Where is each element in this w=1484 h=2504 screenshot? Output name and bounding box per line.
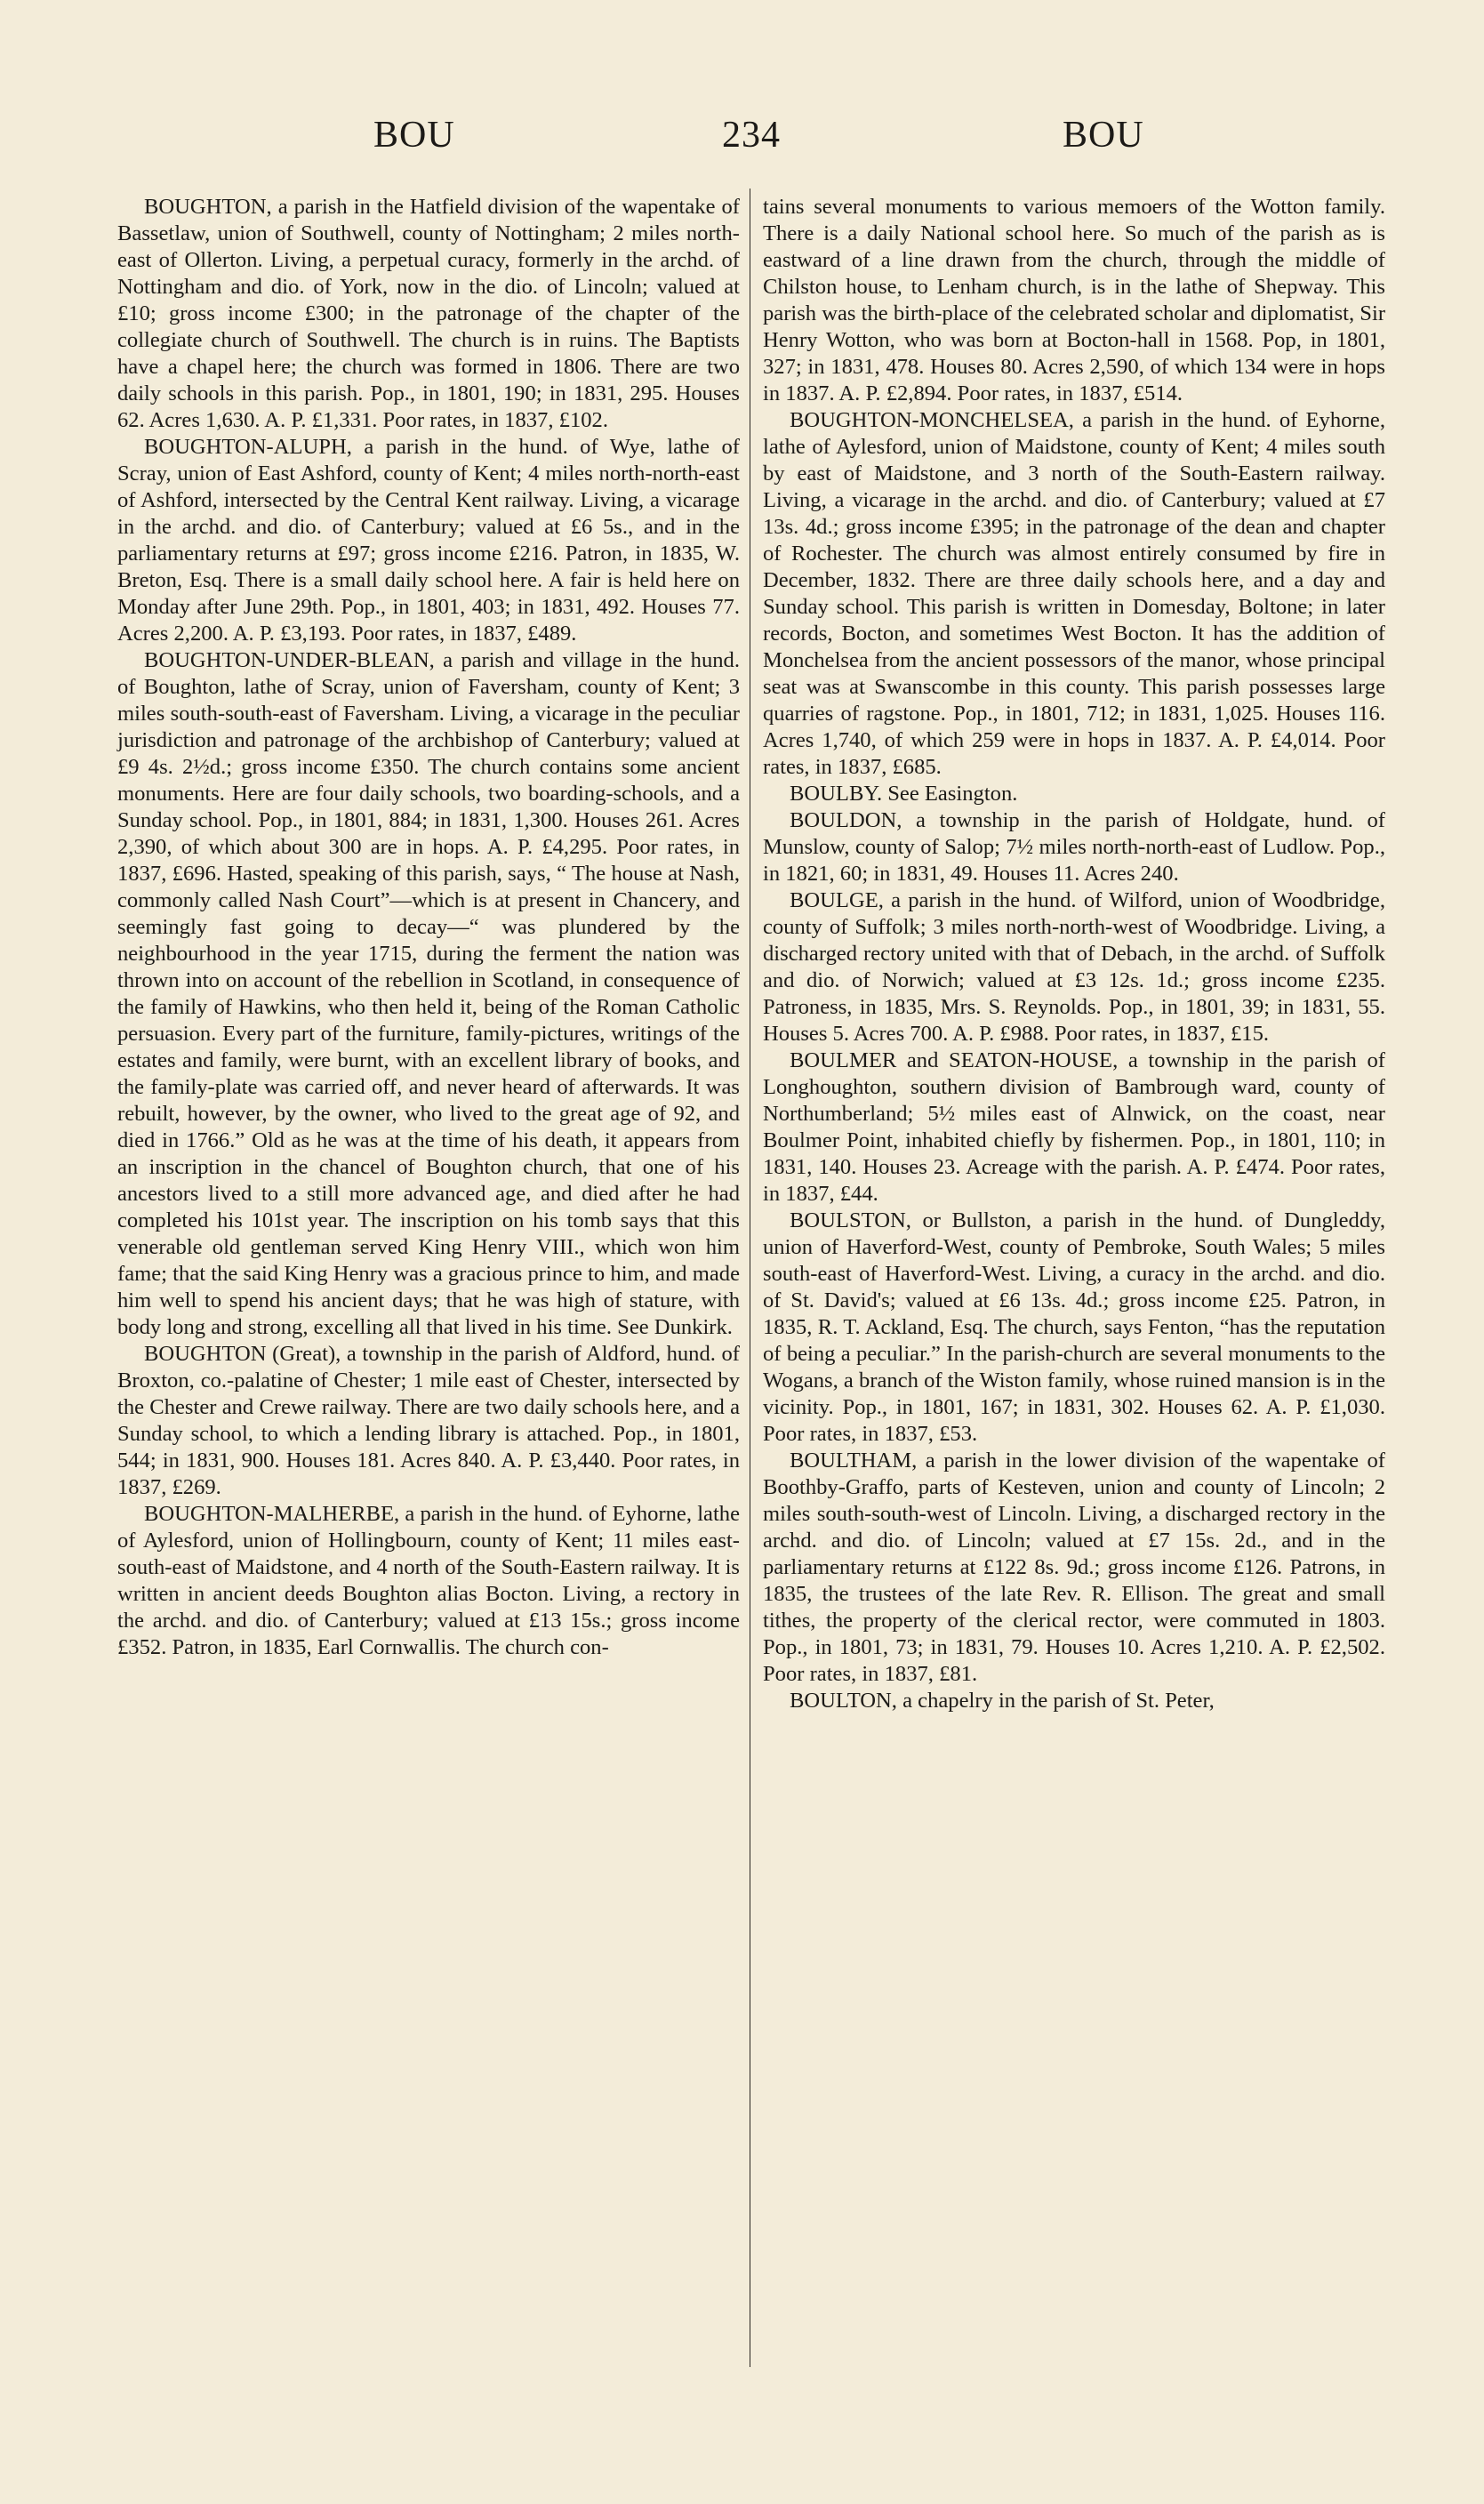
entry-boughton-malherbe-cont: tains several monuments to various memoers of the Wotton family. There is a daily National school here. So much of the parish as is eastward of a line drawn from the church, through the middle of Chilston house, to Lenham church, is in the lathe of Shepway. This parish was the birth-place of the celebrated scholar and diplomatist, Sir Henry Wotton, who was born at Bocton-hall in 1568. Pop, in 1801, 327; in 1831, 478. Houses 80. Acres 2,590, of which 134 were in hops in 1837. A. P. £2,894. Poor rates, in 1837, £514. [763,195,1386,405]
entry-boulston: BOULSTON, or Bullston, a parish in the hund. of Dungleddy, union of Haverford-West, county of Pembroke, South Wales; 5 miles south-east of Haverford-West. Living, a curacy in the archd. and dio. of St. David's; valued at £6 13s. 4d.; gross income £25. Patron, in 1835, R. T. Ackland, Esq. The church, says Fenton, “has the reputation of being a peculiar.” In the parish-church are several monuments to the Wogans, a branch of the Wiston family, whose ruined mansion is in the vicinity. Pop., in 1801, 167; in 1831, 302. Houses 62. A. P. £1,030. Poor rates, in 1837, £53. [763,1208,1385,1446]
entry-boughton-monchelsea: BOUGHTON-MONCHELSEA, a parish in the hund. of Eyhorne, lathe of Aylesford, union of Maidstone, county of Kent; 4 miles south by east of Maidstone, and 3 north of the South-Eastern railway. Living, a vicarage in the archd. and dio. of Canterbury; valued at £7 13s. 4d.; gross income £395; in the patronage of the dean and chapter of Rochester. The church was almost entirely consumed by fire in December, 1832. There are three daily schools here, and a day and Sunday school. This parish is written in Domesday, Boltone; in later records, Bocton, and sometimes West Bocton. It has the addition of Monchelsea from the ancient possessors of the manor, whose principal seat was at Swanscombe in this county. This parish possesses large quarries of ragstone. Pop., in 1801, 712; in 1831, 1,025. Houses 116. Acres 1,740, of which 259 were in hops in 1837. A. P. £4,014. Poor rates, in 1837, £685. [763,408,1385,779]
entry-boughton-great: BOUGHTON (Great), a township in the parish of Aldford, hund. of Broxton, co.-palatine of Chester; 1 mile east of Chester, intersected by the Chester and Crewe railway. There are two daily schools here, and a Sunday school, to which a lending library is attached. Pop., in 1801, 544; in 1831, 900. Houses 181. Acres 840. A. P. £3,440. Poor rates, in 1837, £269. [117,1342,740,1499]
entry-boulby: BOULBY. See Easington. [790,782,1018,806]
entry-boultham: BOULTHAM, a parish in the lower division of the wapentake of Boothby-Graffo, parts of Kesteven, union and county of Lincoln; 2 miles south-south-west of Lincoln. Living, a discharged rectory in the archd. and dio. of Lincoln; valued at £7 15s. 2d., and in the parliamentary returns at £122 8s. 9d.; gross income £126. Patrons, in 1835, the trustees of the late Rev. R. Ellison. The great and small tithes, the property of the clerical rector, were commuted in 1803. Pop., in 1801, 73; in 1831, 79. Houses 10. Acres 1,210. A. P. £2,502. Poor rates, in 1837, £81. [763,1449,1385,1686]
entry-boughton: BOUGHTON, a parish in the Hatfield division of the wapentake of Bassetlaw, union of Southwell, county of Nottingham; 2 miles north-east of Ollerton. Living, a perpetual curacy, formerly in the archd. of Nottingham and dio. of York, now in the dio. of Lincoln; valued at £10; gross income £300; in the patronage of the chapter of the collegiate church of Southwell. The church is in ruins. The Baptists have a chapel here; the church was formed in 1806. There are two daily schools in this parish. Pop., in 1801, 190; in 1831, 295. Houses 62. Acres 1,630. A. P. £1,331. Poor rates, in 1837, £102. [117,195,740,432]
left-column [117,194,740,1661]
page-number: 234 [722,115,781,156]
entry-boulton: BOULTON, a chapelry in the parish of St. Peter, [790,1689,1215,1713]
entry-bouldon: BOULDON, a township in the parish of Holdgate, hund. of Munslow, county of Salop; 7½ miles north-north-east of Ludlow. Pop., in 1821, 60; in 1831, 49. Houses 11. Acres 240. [763,808,1385,886]
page-header [0,114,1484,167]
entry-boulmer: BOULMER and SEATON-HOUSE, a township in the parish of Longhoughton, southern division of Bambrough ward, county of Northumberland; 5½ miles east of Alnwick, on the coast, near Boulmer Point, inhabited chiefly by fishermen. Pop., in 1801, 110; in 1831, 140. Houses 23. Acreage with the parish. A. P. £474. Poor rates, in 1837, £44. [763,1048,1385,1206]
running-head-right: BOU [1063,115,1144,156]
right-column [763,194,1385,1714]
entry-boughton-under-blean: BOUGHTON-UNDER-BLEAN, a parish and village in the hund. of Boughton, lathe of Scray, union of Faversham, county of Kent; 3 miles south-south-east of Faversham. Living, a vicarage in the peculiar jurisdiction and patronage of the archbishop of Canterbury; valued at £9 4s. 2½d.; gross income £350. The church contains some ancient monuments. Here are four daily schools, two boarding-schools, and a Sunday school. Pop., in 1801, 884; in 1831, 1,300. Houses 261. Acres 2,390, of which about 300 are in hops. A. P. £4,295. Poor rates, in 1837, £696. Hasted, speaking of this parish, says, “ The house at Nash, commonly called Nash Court”—which is at present in Chancery, and seemingly fast going to decay—“ was plundered by the neighbourhood in the year 1715, during the ferment the nation was thrown into on account of the rebellion in Scotland, in consequence of the family of Hawkins, who then held it, being of the Roman Catholic persuasion. Every part of the furniture, family-pictures, writings of the estates and family, were burnt, with an excellent library of books, and the family-plate was carried off, and never heard of afterwards. It was rebuilt, however, by the owner, who lived to the great age of 92, and died in 1766.” Old as he was at the time of his death, it appears from an inscription in the chancel of Boughton church, that one of his ancestors lived to a still more advanced age, and died after he had completed his 101st year. The inscription on his tomb says that this venerable old gentleman served King Henry VIII., which won him fame; that the said King Henry was a gracious prince to him, and made him well to spend his ancient days; that he was high of stature, with body long and strong, excelling all that lived in his time. See Dunkirk. [117,648,740,1339]
entry-boughton-aluph: BOUGHTON-ALUPH, a parish in the hund. of Wye, lathe of Scray, union of East Ashford, county of Kent; 4 miles north-north-east of Ashford, intersected by the Central Kent railway. Living, a vicarage in the archd. and dio. of Canterbury; valued at £6 5s., and in the parliamentary returns at £97; gross income £216. Patron, in 1835, W. Breton, Esq. There is a small daily school here. A fair is held here on Monday after June 29th. Pop., in 1801, 403; in 1831, 492. Houses 77. Acres 2,200. A. P. £3,193. Poor rates, in 1837, £489. [117,435,740,646]
entry-boughton-malherbe: BOUGHTON-MALHERBE, a parish in the hund. of Eyhorne, lathe of Aylesford, union of Hollingbourn, county of Kent; 11 miles east-south-east of Maidstone, and 4 north of the South-Eastern railway. It is written in ancient deeds Boughton alias Bocton. Living, a rectory in the archd. and dio. of Canterbury; valued at £13 15s.; gross income £352. Patron, in 1835, Earl Cornwallis. The church con- [117,1502,740,1659]
entry-boulge: BOULGE, a parish in the hund. of Wilford, union of Woodbridge, county of Suffolk; 3 miles north-north-west of Woodbridge. Living, a discharged rectory united with that of Debach, in the archd. of Suffolk and dio. of Norwich; valued at £3 12s. 1d.; gross income £235. Patroness, in 1835, Mrs. S. Reynolds. Pop., in 1801, 39; in 1831, 55. Houses 5. Acres 700. A. P. £988. Poor rates, in 1837, £15. [763,888,1385,1046]
running-head-left: BOU [373,115,455,156]
